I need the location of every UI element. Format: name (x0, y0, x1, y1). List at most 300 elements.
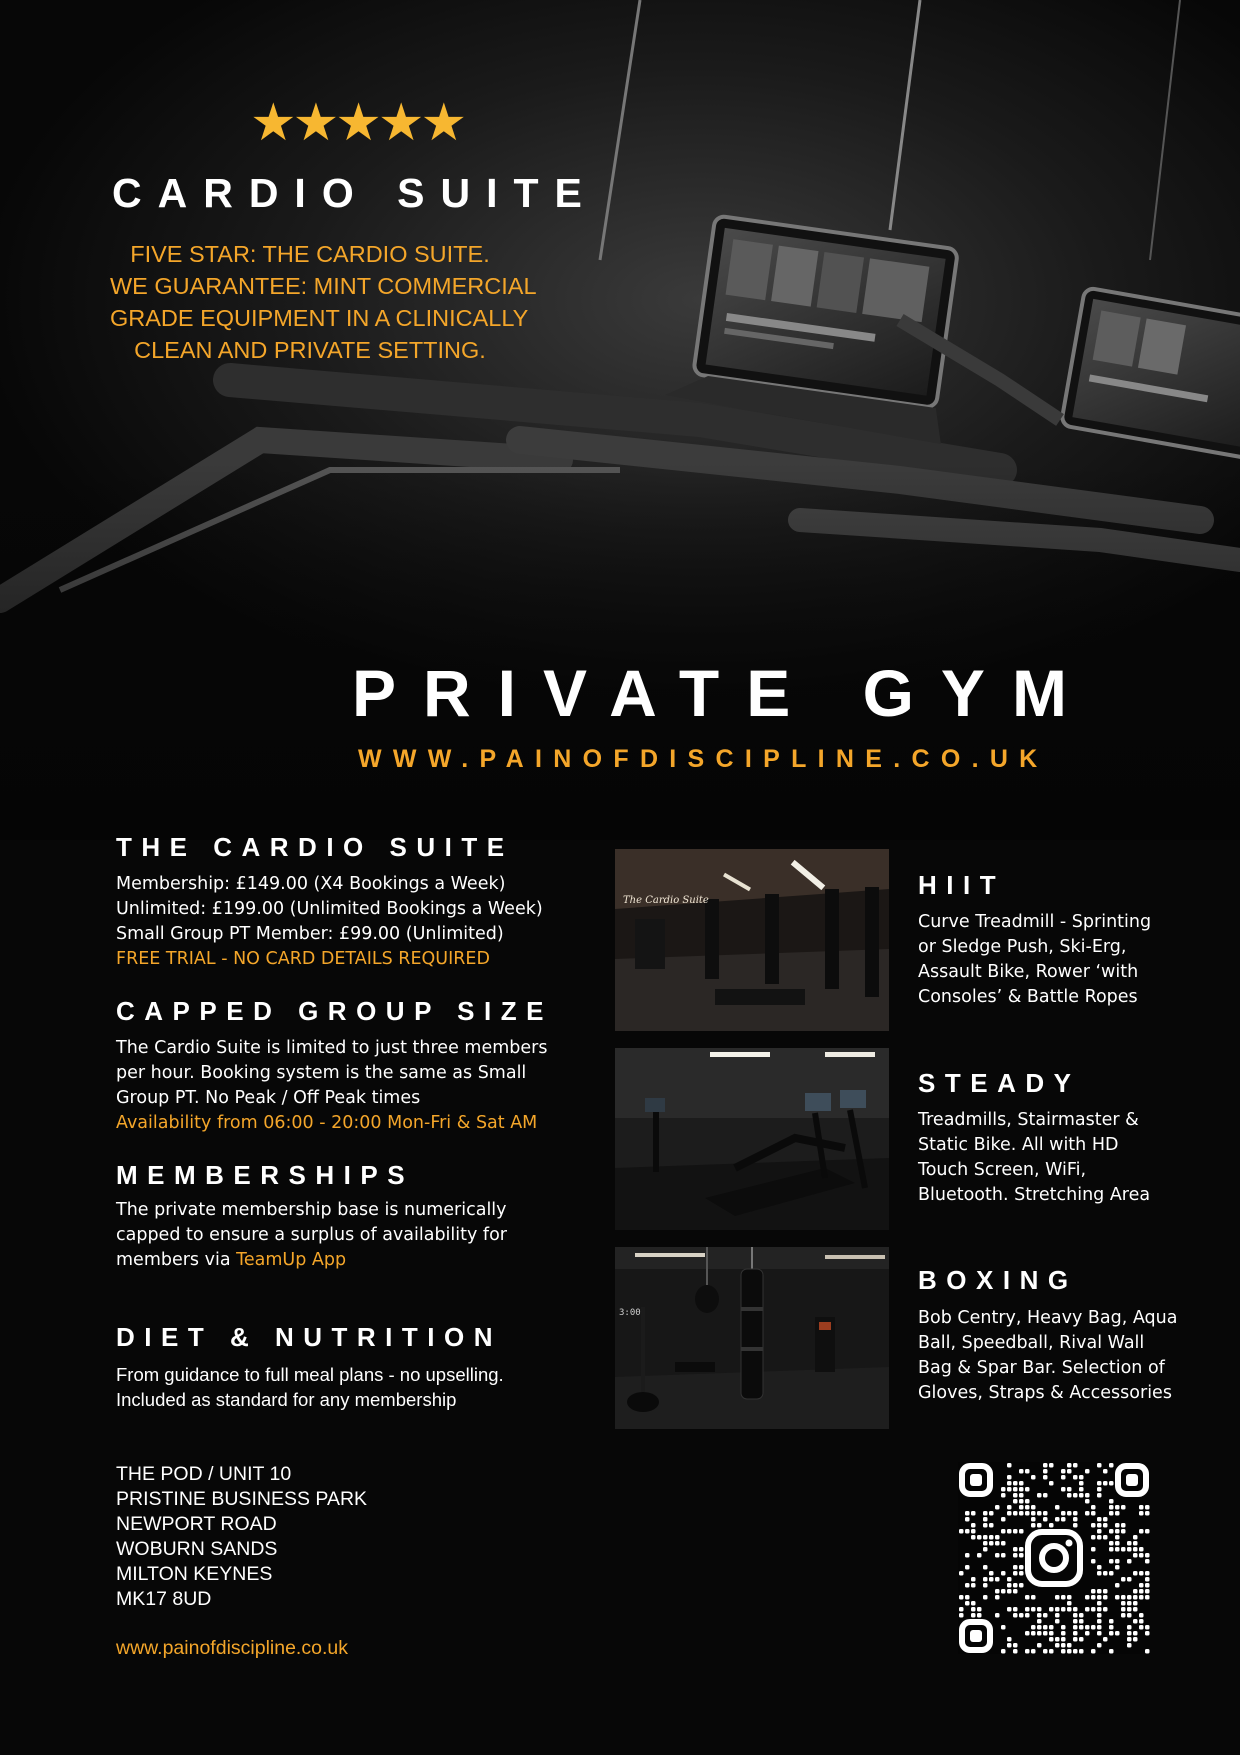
qr-module (1025, 1469, 1030, 1474)
qr-module (1019, 1487, 1024, 1492)
qr-module (983, 1547, 988, 1552)
qr-module (1043, 1613, 1048, 1618)
qr-module (1001, 1589, 1006, 1594)
qr-module (983, 1583, 988, 1588)
qr-module (995, 1595, 1000, 1600)
qr-module (1103, 1589, 1108, 1594)
qr-module (1073, 1511, 1078, 1516)
qr-module (977, 1607, 982, 1612)
qr-module (1067, 1511, 1072, 1516)
qr-module (1109, 1529, 1114, 1534)
qr-module (1079, 1487, 1084, 1492)
qr-module (1073, 1631, 1078, 1636)
diet-nutrition-text (116, 1362, 504, 1412)
qr-module (1145, 1529, 1150, 1534)
qr-module (1097, 1529, 1102, 1534)
qr-module (1091, 1595, 1096, 1600)
qr-module (1079, 1493, 1084, 1498)
body-line: Touch Screen, WiFi, (918, 1160, 1087, 1180)
qr-module (1115, 1631, 1120, 1636)
qr-module (1073, 1625, 1078, 1630)
qr-module (1115, 1595, 1120, 1600)
qr-module (983, 1541, 988, 1546)
qr-module (1145, 1571, 1150, 1576)
cardio-suite-title: CARDIO SUITE (112, 170, 598, 216)
qr-module (971, 1535, 976, 1540)
qr-module (1043, 1625, 1048, 1630)
qr-module (983, 1595, 988, 1600)
qr-module (1007, 1589, 1012, 1594)
qr-module (989, 1571, 994, 1576)
qr-module (1001, 1541, 1006, 1546)
qr-module (1019, 1565, 1024, 1570)
qr-module (971, 1577, 976, 1582)
qr-module (1073, 1517, 1078, 1522)
qr-module (1049, 1481, 1054, 1486)
cardio-suite-photo (615, 849, 889, 1031)
qr-module (1061, 1649, 1066, 1654)
qr-module (1055, 1637, 1060, 1642)
qr-module (1037, 1607, 1042, 1612)
qr-module (995, 1553, 1000, 1558)
qr-module (1061, 1637, 1066, 1642)
qr-module (1127, 1643, 1132, 1648)
qr-module (1145, 1577, 1150, 1582)
qr-module (1127, 1613, 1132, 1618)
qr-module (1133, 1571, 1138, 1576)
qr-module (1013, 1499, 1018, 1504)
qr-module (995, 1505, 1000, 1510)
neon-sign-text: The Cardio Suite (623, 895, 709, 906)
qr-module (995, 1589, 1000, 1594)
price-line: Small Group PT Member: £99.00 (Unlimited) (116, 924, 504, 944)
qr-module (1127, 1625, 1132, 1630)
qr-module (1031, 1595, 1036, 1600)
body-line: Bluetooth. Stretching Area (918, 1185, 1151, 1205)
qr-module (1055, 1613, 1060, 1618)
qr-module (1139, 1613, 1144, 1618)
qr-module (1055, 1607, 1060, 1612)
qr-module (1103, 1595, 1108, 1600)
qr-module (1103, 1637, 1108, 1642)
qr-module (1073, 1475, 1078, 1480)
qr-module (995, 1577, 1000, 1582)
qr-module (971, 1613, 976, 1618)
qr-module (1007, 1463, 1012, 1468)
body-line: From guidance to full meal plans - no upselling. (116, 1364, 504, 1385)
qr-module (1025, 1631, 1030, 1636)
body-line: per hour. Booking system is the same as Small (116, 1063, 527, 1083)
private-gym-title: PRIVATE GYM (352, 656, 1094, 730)
qr-module (959, 1613, 964, 1618)
qr-module (1115, 1529, 1120, 1534)
qr-module (1127, 1637, 1132, 1642)
qr-module (1133, 1541, 1138, 1546)
qr-module (983, 1577, 988, 1582)
qr-module (1085, 1511, 1090, 1516)
qr-module (1085, 1625, 1090, 1630)
qr-module (1121, 1523, 1126, 1528)
qr-module (1133, 1637, 1138, 1642)
teamup-app-link[interactable]: TeamUp App (236, 1250, 347, 1270)
qr-module (1127, 1559, 1132, 1564)
tagline-line: CLEAN AND PRIVATE SETTING. (134, 337, 486, 363)
qr-module (1025, 1505, 1030, 1510)
qr-module (1085, 1493, 1090, 1498)
qr-module (1001, 1493, 1006, 1498)
qr-module (1001, 1649, 1006, 1654)
qr-module (1109, 1499, 1114, 1504)
qr-module (1061, 1487, 1066, 1492)
qr-module (965, 1517, 970, 1522)
qr-module (1013, 1511, 1018, 1516)
qr-module (1073, 1607, 1078, 1612)
qr-module (965, 1595, 970, 1600)
qr-module (1109, 1511, 1114, 1516)
qr-module (1037, 1493, 1042, 1498)
address-line: PRISTINE BUSINESS PARK (116, 1488, 368, 1510)
qr-module (965, 1529, 970, 1534)
capped-group-text (116, 1036, 547, 1136)
qr-module (1025, 1511, 1030, 1516)
qr-module (1079, 1649, 1084, 1654)
price-line: Unlimited: £199.00 (Unlimited Bookings a Week) (116, 899, 543, 919)
qr-module (1091, 1607, 1096, 1612)
qr-module (1109, 1631, 1114, 1636)
qr-module (1085, 1595, 1090, 1600)
qr-module (1025, 1595, 1030, 1600)
qr-module (1067, 1487, 1072, 1492)
qr-module (1079, 1637, 1084, 1642)
body-line: Assault Bike, Rower ‘with (918, 962, 1139, 982)
qr-module (1019, 1547, 1024, 1552)
qr-module (1007, 1643, 1012, 1648)
qr-module (1007, 1487, 1012, 1492)
qr-module (1001, 1529, 1006, 1534)
qr-module (1097, 1613, 1102, 1618)
instagram-qr-code[interactable] (958, 1462, 1150, 1654)
qr-module (1049, 1463, 1054, 1468)
availability-note: Availability from 06:00 - 20:00 Mon-Fri & Sat AM (116, 1113, 538, 1133)
qr-module (1115, 1505, 1120, 1510)
body-line: Group PT. No Peak / Off Peak times (116, 1088, 421, 1108)
qr-module (1031, 1505, 1036, 1510)
qr-module (1013, 1571, 1018, 1576)
qr-module (1139, 1625, 1144, 1630)
qr-module (1037, 1619, 1042, 1624)
qr-module (1073, 1637, 1078, 1642)
qr-module (1133, 1553, 1138, 1558)
qr-module (1025, 1613, 1030, 1618)
qr-module (1055, 1505, 1060, 1510)
qr-module (1031, 1511, 1036, 1516)
qr-module (1139, 1547, 1144, 1552)
body-line (116, 1248, 507, 1273)
qr-module (1097, 1601, 1102, 1606)
qr-module (1085, 1499, 1090, 1504)
qr-module (1097, 1631, 1102, 1636)
body-line: Curve Treadmill - Sprinting (918, 912, 1152, 932)
qr-module (1001, 1571, 1006, 1576)
qr-module (1097, 1565, 1102, 1570)
qr-module (1085, 1469, 1090, 1474)
qr-module (1067, 1601, 1072, 1606)
qr-module (1073, 1493, 1078, 1498)
qr-module (1085, 1631, 1090, 1636)
body-line: capped to ensure a surplus of availability for (116, 1225, 507, 1245)
qr-module (1133, 1607, 1138, 1612)
qr-module (1019, 1481, 1024, 1486)
qr-module (1013, 1649, 1018, 1654)
memberships-text (116, 1198, 507, 1273)
qr-module (1049, 1625, 1054, 1630)
qr-module (1109, 1463, 1114, 1468)
qr-module (959, 1571, 964, 1576)
qr-module (1139, 1553, 1144, 1558)
qr-module (1037, 1631, 1042, 1636)
qr-module (1139, 1529, 1144, 1534)
qr-module (1145, 1589, 1150, 1594)
qr-module (989, 1535, 994, 1540)
qr-module (1109, 1625, 1114, 1630)
qr-module (1097, 1595, 1102, 1600)
qr-module (1145, 1583, 1150, 1588)
qr-module (1019, 1553, 1024, 1558)
address-line: MILTON KEYNES (116, 1563, 273, 1585)
qr-module (1139, 1505, 1144, 1510)
qr-module (1127, 1577, 1132, 1582)
qr-module (983, 1517, 988, 1522)
tagline (110, 238, 537, 366)
qr-module (977, 1613, 982, 1618)
qr-module (977, 1553, 982, 1558)
qr-module (1013, 1643, 1018, 1648)
qr-module (1001, 1553, 1006, 1558)
qr-module (1121, 1607, 1126, 1612)
qr-module (1049, 1607, 1054, 1612)
qr-module (1097, 1535, 1102, 1540)
website-link-top[interactable]: WWW.PAINOFDISCIPLINE.CO.UK (358, 745, 1049, 773)
qr-module (1061, 1517, 1066, 1522)
steady-text (918, 1108, 1150, 1208)
qr-module (1019, 1505, 1024, 1510)
qr-module (1061, 1643, 1066, 1648)
qr-module (1115, 1535, 1120, 1540)
qr-module (1133, 1631, 1138, 1636)
body-line: Treadmills, Stairmaster & (918, 1110, 1139, 1130)
qr-module (1019, 1511, 1024, 1516)
qr-module (971, 1511, 976, 1516)
qr-module (983, 1523, 988, 1528)
qr-module (1031, 1517, 1036, 1522)
qr-module (1061, 1511, 1066, 1516)
address-line: MK17 8UD (116, 1588, 212, 1610)
qr-module (1097, 1463, 1102, 1468)
qr-module (1007, 1529, 1012, 1534)
qr-module (1139, 1589, 1144, 1594)
qr-module (1019, 1469, 1024, 1474)
qr-module (1019, 1493, 1024, 1498)
qr-module (1019, 1583, 1024, 1588)
qr-module (1115, 1547, 1120, 1552)
qr-module (1103, 1517, 1108, 1522)
qr-module (989, 1577, 994, 1582)
qr-module (1007, 1577, 1012, 1582)
qr-module (1043, 1511, 1048, 1516)
qr-module (1049, 1631, 1054, 1636)
qr-module (1115, 1583, 1120, 1588)
boxing-text (918, 1306, 1177, 1406)
qr-module (1115, 1523, 1120, 1528)
qr-module (1055, 1517, 1060, 1522)
qr-module (1025, 1649, 1030, 1654)
qr-module (1043, 1463, 1048, 1468)
qr-module (1049, 1523, 1054, 1528)
body-line: Gloves, Straps & Accessories (918, 1383, 1172, 1403)
body-line: Bob Centry, Heavy Bag, Aqua (918, 1308, 1178, 1328)
qr-module (1013, 1529, 1018, 1534)
qr-module (1031, 1631, 1036, 1636)
qr-code-pattern (958, 1462, 1150, 1654)
body-line: The Cardio Suite is limited to just three members (116, 1038, 548, 1058)
body-line: or Sledge Push, Ski-Erg, (918, 937, 1127, 957)
qr-module (1019, 1529, 1024, 1534)
qr-module (995, 1541, 1000, 1546)
qr-module (1097, 1523, 1102, 1528)
qr-module (1097, 1517, 1102, 1522)
website-link-bottom[interactable]: www.painofdiscipline.co.uk (116, 1637, 348, 1659)
body-line: Bag & Spar Bar. Selection of (918, 1358, 1165, 1378)
address-line: THE POD / UNIT 10 (116, 1463, 292, 1485)
qr-module (1073, 1619, 1078, 1624)
qr-module (1079, 1475, 1084, 1480)
qr-module (1091, 1547, 1096, 1552)
qr-module (1145, 1625, 1150, 1630)
free-trial-note: FREE TRIAL - NO CARD DETAILS REQUIRED (116, 949, 490, 969)
qr-module (1121, 1595, 1126, 1600)
qr-module (1031, 1625, 1036, 1630)
tagline-line: GRADE EQUIPMENT IN A CLINICALLY (110, 305, 529, 331)
qr-module (1001, 1517, 1006, 1522)
qr-module (1109, 1505, 1114, 1510)
qr-module (1049, 1649, 1054, 1654)
qr-module (1139, 1595, 1144, 1600)
qr-module (1139, 1571, 1144, 1576)
qr-module (1073, 1523, 1078, 1528)
qr-module (983, 1511, 988, 1516)
qr-module (1097, 1571, 1102, 1576)
qr-module (965, 1601, 970, 1606)
qr-module (1073, 1463, 1078, 1468)
qr-module (965, 1511, 970, 1516)
qr-module (983, 1535, 988, 1540)
qr-module (1013, 1553, 1018, 1558)
qr-module (1103, 1481, 1108, 1486)
qr-module (1103, 1523, 1108, 1528)
qr-module (1067, 1643, 1072, 1648)
qr-module (1133, 1547, 1138, 1552)
qr-module (1127, 1547, 1132, 1552)
qr-module (1103, 1607, 1108, 1612)
qr-module (1145, 1553, 1150, 1558)
price-line: Membership: £149.00 (X4 Bookings a Week) (116, 874, 506, 894)
qr-module (1013, 1493, 1018, 1498)
qr-module (1055, 1643, 1060, 1648)
hiit-text (918, 910, 1151, 1010)
qr-module (1019, 1499, 1024, 1504)
body-line: Static Bike. All with HD (918, 1135, 1119, 1155)
address-line: NEWPORT ROAD (116, 1513, 277, 1535)
qr-module (1007, 1505, 1012, 1510)
qr-module (1037, 1643, 1042, 1648)
qr-module (1019, 1613, 1024, 1618)
qr-module (1115, 1511, 1120, 1516)
qr-module (1049, 1637, 1054, 1642)
steady-cardio-photo (615, 1048, 889, 1230)
qr-module (1013, 1481, 1018, 1486)
qr-module (1097, 1643, 1102, 1648)
qr-module (1127, 1541, 1132, 1546)
qr-module (1121, 1613, 1126, 1618)
qr-module (1139, 1583, 1144, 1588)
qr-module (1115, 1541, 1120, 1546)
boxing-area-photo (615, 1247, 889, 1429)
qr-module (1043, 1493, 1048, 1498)
qr-module (1043, 1475, 1048, 1480)
qr-module (1061, 1469, 1066, 1474)
qr-module (1013, 1589, 1018, 1594)
qr-module (1061, 1595, 1066, 1600)
qr-module (1043, 1649, 1048, 1654)
qr-module (1097, 1481, 1102, 1486)
qr-module (1007, 1481, 1012, 1486)
qr-module (1055, 1619, 1060, 1624)
qr-module (1079, 1613, 1084, 1618)
qr-module (1031, 1649, 1036, 1654)
qr-module (965, 1565, 970, 1570)
qr-module (1109, 1559, 1114, 1564)
qr-module (1007, 1583, 1012, 1588)
qr-module (1097, 1625, 1102, 1630)
qr-module (1025, 1487, 1030, 1492)
qr-module (959, 1529, 964, 1534)
qr-module (1097, 1493, 1102, 1498)
qr-module (1127, 1601, 1132, 1606)
qr-module (1043, 1517, 1048, 1522)
qr-module (1091, 1511, 1096, 1516)
qr-module (1091, 1535, 1096, 1540)
body-text: members via (116, 1250, 237, 1270)
qr-module (1031, 1475, 1036, 1480)
qr-module (1133, 1535, 1138, 1540)
qr-module (1127, 1631, 1132, 1636)
qr-module (995, 1535, 1000, 1540)
qr-module (1079, 1481, 1084, 1486)
qr-module (1037, 1625, 1042, 1630)
qr-module (1121, 1547, 1126, 1552)
qr-module (1013, 1565, 1018, 1570)
address-line: WOBURN SANDS (116, 1538, 278, 1560)
qr-module (1073, 1649, 1078, 1654)
qr-module (965, 1553, 970, 1558)
hiit-heading: HIIT (918, 870, 1006, 900)
steady-heading: STEADY (918, 1068, 1081, 1098)
qr-module (1067, 1607, 1072, 1612)
qr-module (1073, 1613, 1078, 1618)
qr-module (1013, 1613, 1018, 1618)
qr-module (1145, 1649, 1150, 1654)
qr-module (1061, 1475, 1066, 1480)
